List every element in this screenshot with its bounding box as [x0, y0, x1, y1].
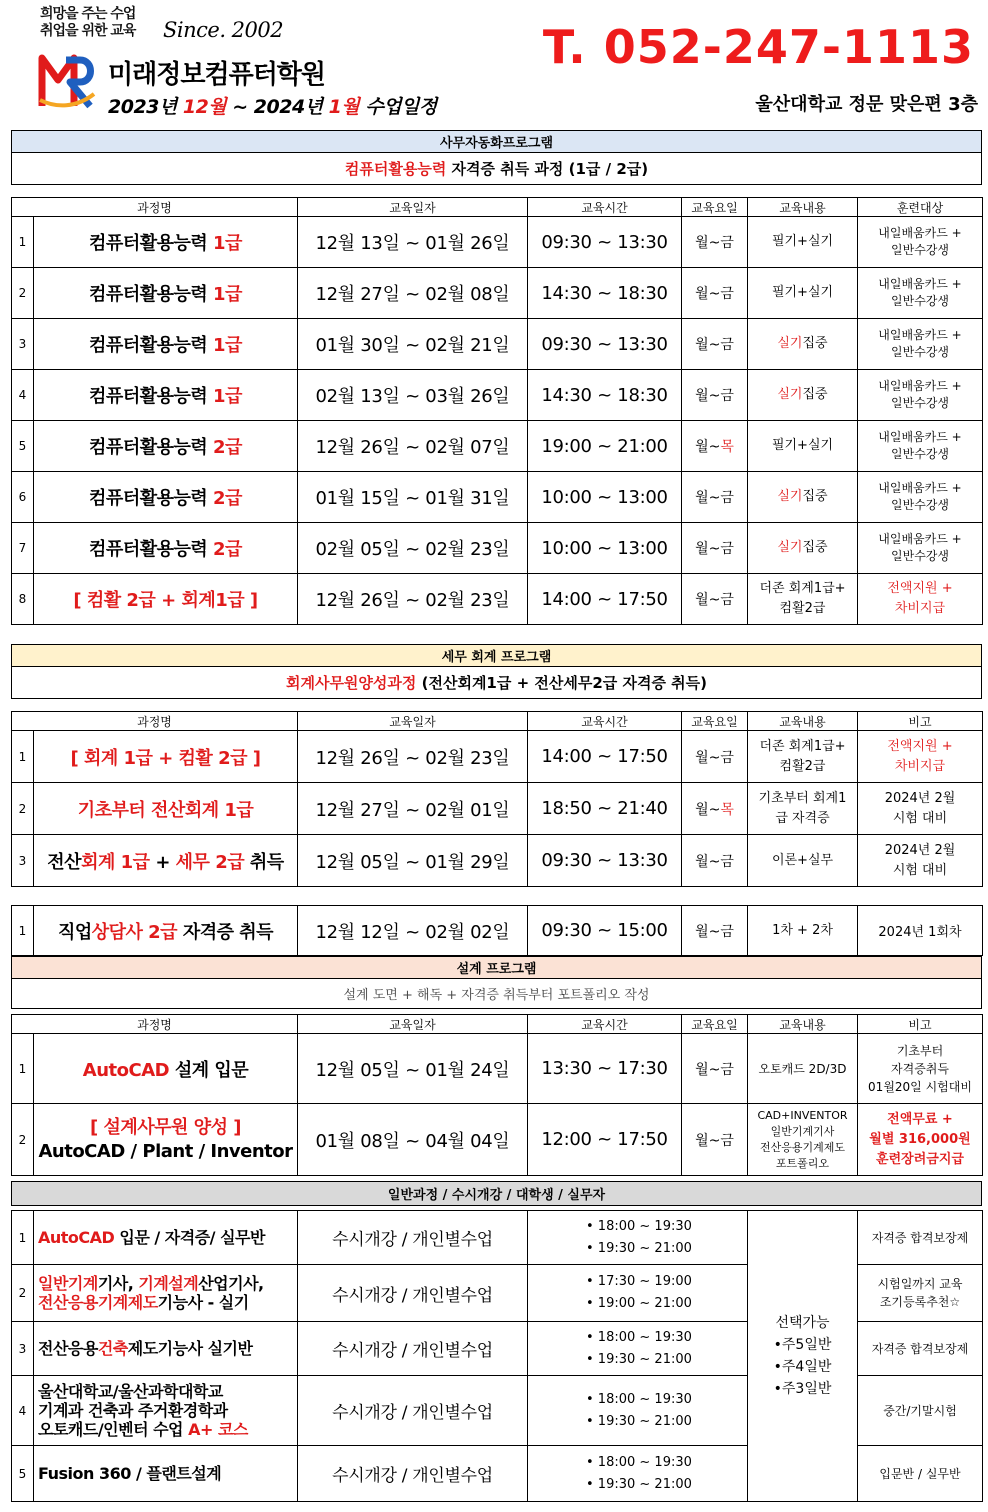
- table-cell: 기초부터 전산회계 1급: [34, 783, 298, 835]
- table-cell: 01월 15일 ~ 01월 31일: [298, 472, 528, 523]
- table-cell: 필기+실기: [748, 421, 858, 472]
- table-cell: 월~금: [682, 523, 748, 574]
- table-cell: 09:30 ~ 13:30: [528, 319, 682, 370]
- table-cell: 1: [12, 731, 34, 783]
- table-cell: 12월 26일 ~ 02월 07일: [298, 421, 528, 472]
- accounting-subtitle: 회계사무원양성과정 (전산회계1급 + 전산세무2급 자격증 취득): [12, 667, 982, 699]
- table-cell: 14:30 ~ 18:30: [528, 268, 682, 319]
- table-cell: 12월 12일 ~ 02월 02일: [298, 906, 528, 956]
- table-cell: 월~금: [682, 574, 748, 625]
- table-cell: 컴퓨터활용능력 1급: [34, 268, 298, 319]
- table-row: [12, 319, 983, 370]
- table-cell: 비고: [858, 1015, 983, 1034]
- table-cell: 내일배움카드 + 일반수강생: [858, 268, 983, 319]
- table-cell: 실기집중: [748, 472, 858, 523]
- col-content: 교육내용: [748, 198, 858, 217]
- slogan-line2: 취업을 위한 교육: [40, 23, 136, 39]
- table-cell: 오토캐드 2D/3D: [748, 1034, 858, 1104]
- table-cell: 13:30 ~ 17:30: [528, 1034, 682, 1104]
- table-cell: 필기+실기: [748, 217, 858, 268]
- table-row: [12, 731, 983, 783]
- academy-name: 미래정보컴퓨터학원: [108, 60, 326, 90]
- table-cell: 월~금: [682, 370, 748, 421]
- table-row: [12, 906, 983, 956]
- table-cell: 02월 13일 ~ 03월 26일: [298, 370, 528, 421]
- table-cell: 월~금: [682, 1104, 748, 1176]
- table-cell: 수시개강 / 개인별수업: [298, 1265, 528, 1322]
- office-course-table: [11, 197, 983, 625]
- table-cell: 2: [12, 1104, 34, 1176]
- table-cell: 시험일까지 교육 조기등록추천☆: [858, 1265, 983, 1322]
- office-category: 사무자동화프로그램: [12, 131, 982, 153]
- table-cell: 월~금: [682, 217, 748, 268]
- table-cell: 5: [12, 421, 34, 472]
- slogan-line1: 희망을 주는 수업: [40, 6, 136, 22]
- design-header-table: [11, 956, 982, 1009]
- table-cell: 컴퓨터활용능력 2급: [34, 523, 298, 574]
- table-row: [12, 835, 983, 887]
- design-course-table: [11, 1014, 983, 1176]
- table-cell: 교육시간: [528, 712, 682, 731]
- table-cell: 1: [12, 217, 34, 268]
- table-cell: 컴퓨터활용능력 2급: [34, 472, 298, 523]
- table-cell: 내일배움카드 + 일반수강생: [858, 523, 983, 574]
- table-cell: 3: [12, 319, 34, 370]
- table-cell: • 18:00 ~ 19:30 • 19:30 ~ 21:00: [528, 1446, 748, 1502]
- table-cell: 월~목: [682, 783, 748, 835]
- table-cell: 10:00 ~ 13:00: [528, 472, 682, 523]
- table-cell: 수시개강 / 개인별수업: [298, 1322, 528, 1376]
- slogan: [40, 6, 135, 40]
- table-cell: 1차 + 2차: [748, 906, 858, 956]
- page-header: [0, 0, 988, 122]
- general-course-table: [11, 1210, 983, 1502]
- office-header-table: [11, 130, 982, 185]
- table-cell: 교육요일: [682, 1015, 748, 1034]
- table-cell: 2: [12, 1265, 34, 1322]
- table-row: [12, 574, 983, 625]
- table-cell: 09:30 ~ 15:00: [528, 906, 682, 956]
- accounting-category: 세무 회계 프로그램: [12, 645, 982, 667]
- general-category: 일반과정 / 수시개강 / 대학생 / 실무자: [12, 1182, 982, 1206]
- table-cell: 월~금: [682, 1034, 748, 1104]
- table-cell: 월~목: [682, 421, 748, 472]
- table-cell: 실기집중: [748, 319, 858, 370]
- table-cell: 자격증 합격보장제: [858, 1322, 983, 1376]
- table-cell: 월~금: [682, 268, 748, 319]
- table-cell: 5: [12, 1446, 34, 1502]
- table-cell: • 17:30 ~ 19:00 • 19:00 ~ 21:00: [528, 1265, 748, 1322]
- table-cell: 내일배움카드 + 일반수강생: [858, 421, 983, 472]
- table-cell: 2024년 1회차: [858, 906, 983, 956]
- table-cell: [ 회계 1급 + 컴활 2급 ]: [34, 731, 298, 783]
- table-cell: 2024년 2월 시험 대비: [858, 783, 983, 835]
- course-name: 일반기계기사, 기계설계산업기사, 전산응용기계제도기능사 - 실기: [34, 1265, 298, 1322]
- table-cell: 교육요일: [682, 712, 748, 731]
- table-cell: 12:00 ~ 17:50: [528, 1104, 682, 1176]
- table-cell: 1: [12, 1211, 34, 1265]
- course-name: Fusion 360 / 플랜트설계: [34, 1446, 298, 1502]
- table-cell: 실기집중: [748, 523, 858, 574]
- table-cell: [ 설계사무원 양성 ] AutoCAD / Plant / Inventor: [34, 1104, 298, 1176]
- table-cell: 12월 27일 ~ 02월 01일: [298, 783, 528, 835]
- table-cell: 중간/기말시험: [858, 1376, 983, 1446]
- table-cell: 더존 회계1급+ 컴활2급: [748, 574, 858, 625]
- table-cell: 12월 26일 ~ 02월 23일: [298, 731, 528, 783]
- table-cell: 기초부터 자격증취득 01월20일 시험대비: [858, 1034, 983, 1104]
- table-cell: 수시개강 / 개인별수업: [298, 1211, 528, 1265]
- table-cell: 1: [12, 906, 34, 956]
- table-cell: 2: [12, 268, 34, 319]
- table-cell: 14:00 ~ 17:50: [528, 731, 682, 783]
- table-row: [12, 1034, 983, 1104]
- phone-number: T. 052-247-1113: [542, 20, 974, 74]
- course-name: AutoCAD 입문 / 자격증/ 실무반: [34, 1211, 298, 1265]
- table-cell: 컴퓨터활용능력 2급: [34, 421, 298, 472]
- table-cell: 12월 05일 ~ 01월 29일: [298, 835, 528, 887]
- table-cell: 비고: [858, 712, 983, 731]
- table-cell: 09:30 ~ 13:30: [528, 217, 682, 268]
- table-cell: 10:00 ~ 13:00: [528, 523, 682, 574]
- col-course: 과정명: [12, 198, 298, 217]
- col-day: 교육요일: [682, 198, 748, 217]
- table-row: [12, 472, 983, 523]
- table-cell: 월~금: [682, 906, 748, 956]
- table-cell: 2024년 2월 시험 대비: [858, 835, 983, 887]
- table-row: [12, 217, 983, 268]
- table-cell: 18:50 ~ 21:40: [528, 783, 682, 835]
- table-cell: 과정명: [12, 712, 298, 731]
- table-cell: AutoCAD 설계 입문: [34, 1034, 298, 1104]
- table-cell: 12월 05일 ~ 01월 24일: [298, 1034, 528, 1104]
- accounting-header-table: [11, 644, 982, 699]
- table-cell: 월~금: [682, 731, 748, 783]
- table-cell: 교육일자: [298, 1015, 528, 1034]
- table-cell: CAD+INVENTOR 일반기계기사 전산응용기계제도 포트폴리오: [748, 1104, 858, 1176]
- table-cell: 7: [12, 523, 34, 574]
- table-cell: 12월 27일 ~ 02월 08일: [298, 268, 528, 319]
- table-cell: 월~금: [682, 319, 748, 370]
- table-cell: 실기집중: [748, 370, 858, 421]
- table-cell: 4: [12, 1376, 34, 1446]
- table-cell: 수시개강 / 개인별수업: [298, 1376, 528, 1446]
- table-row: [12, 783, 983, 835]
- table-row: [12, 1104, 983, 1176]
- table-cell: 교육내용: [748, 712, 858, 731]
- table-cell: 이론+실무: [748, 835, 858, 887]
- table-cell: 01월 08일 ~ 04월 04일: [298, 1104, 528, 1176]
- table-cell: 더존 회계1급+ 컴활2급: [748, 731, 858, 783]
- table-cell: 14:30 ~ 18:30: [528, 370, 682, 421]
- table-cell: 기초부터 회계1 급 자격증: [748, 783, 858, 835]
- table-cell: 컴퓨터활용능력 1급: [34, 217, 298, 268]
- course-name: 울산대학교/울산과학대학교 기계과 건축과 주거환경학과 오토캐드/인벤터 수업 A+ 코스: [34, 1376, 298, 1446]
- design-category: 설계 프로그램: [12, 957, 982, 979]
- table-cell: 01월 30일 ~ 02월 21일: [298, 319, 528, 370]
- table-cell: 내일배움카드 + 일반수강생: [858, 319, 983, 370]
- table-cell: 직업상담사 2급 자격증 취득: [34, 906, 298, 956]
- table-cell: 입문반 / 실무반: [858, 1446, 983, 1502]
- table-cell: 자격증 합격보장제: [858, 1211, 983, 1265]
- table-row: [12, 370, 983, 421]
- table-cell: 02월 05일 ~ 02월 23일: [298, 523, 528, 574]
- schedule-period: 2023년 12월 ~ 2024년 1월 수업일정: [108, 96, 437, 118]
- table-cell: 내일배움카드 + 일반수강생: [858, 370, 983, 421]
- table-cell: 전액무료 + 월별 316,000원 훈련장려금지급: [858, 1104, 983, 1176]
- table-cell: 3: [12, 1322, 34, 1376]
- table-row: [12, 421, 983, 472]
- table-cell: 교육내용: [748, 1015, 858, 1034]
- table-cell: 12월 13일 ~ 01월 26일: [298, 217, 528, 268]
- table-cell: 8: [12, 574, 34, 625]
- accounting-course-table: [11, 711, 983, 887]
- table-cell: 전액지원 + 차비지급: [858, 731, 983, 783]
- table-cell: 2: [12, 783, 34, 835]
- office-subtitle: 컴퓨터활용능력 자격증 취득 과정 (1급 / 2급): [12, 153, 982, 185]
- table-cell: 내일배움카드 + 일반수강생: [858, 217, 983, 268]
- table-cell: 6: [12, 472, 34, 523]
- table-cell: 09:30 ~ 13:30: [528, 835, 682, 887]
- table-cell: 교육시간: [528, 1015, 682, 1034]
- table-cell: 전산회계 1급 + 세무 2급 취득: [34, 835, 298, 887]
- table-cell: 컴퓨터활용능력 1급: [34, 370, 298, 421]
- general-header-table: [11, 1181, 982, 1206]
- address: 울산대학교 정문 맞은편 3층: [755, 94, 978, 115]
- table-cell: 교육일자: [298, 712, 528, 731]
- table-cell: 수시개강 / 개인별수업: [298, 1446, 528, 1502]
- course-name: 전산응용건축제도기능사 실기반: [34, 1322, 298, 1376]
- table-cell: 19:00 ~ 21:00: [528, 421, 682, 472]
- table-cell: [ 컴활 2급 + 회계1급 ]: [34, 574, 298, 625]
- table-cell: 4: [12, 370, 34, 421]
- schedule-choice: 선택가능 •주5일반 •주4일반 •주3일반: [748, 1211, 858, 1502]
- col-target: 훈련대상: [858, 198, 983, 217]
- col-time: 교육시간: [528, 198, 682, 217]
- table-cell: 월~금: [682, 835, 748, 887]
- design-subtitle: 설계 도면 + 해독 + 자격증 취득부터 포트폴리오 작성: [12, 979, 982, 1009]
- table-cell: 3: [12, 835, 34, 887]
- table-cell: 컴퓨터활용능력 1급: [34, 319, 298, 370]
- table-cell: • 18:00 ~ 19:30 • 19:30 ~ 21:00: [528, 1322, 748, 1376]
- counselor-table: [11, 905, 983, 956]
- table-row: [12, 268, 983, 319]
- table-cell: 과정명: [12, 1015, 298, 1034]
- table-cell: • 18:00 ~ 19:30 • 19:30 ~ 21:00: [528, 1376, 748, 1446]
- col-date: 교육일자: [298, 198, 528, 217]
- table-cell: • 18:00 ~ 19:30 • 19:30 ~ 21:00: [528, 1211, 748, 1265]
- table-cell: 내일배움카드 + 일반수강생: [858, 472, 983, 523]
- table-cell: 전액지원 + 차비지급: [858, 574, 983, 625]
- table-row: [12, 523, 983, 574]
- table-row: [12, 1211, 983, 1265]
- mr-logo-icon: [36, 50, 98, 110]
- since-label: Since. 2002: [163, 18, 284, 42]
- table-cell: 월~금: [682, 472, 748, 523]
- table-cell: 12월 26일 ~ 02월 23일: [298, 574, 528, 625]
- table-cell: 14:00 ~ 17:50: [528, 574, 682, 625]
- table-cell: 필기+실기: [748, 268, 858, 319]
- table-cell: 1: [12, 1034, 34, 1104]
